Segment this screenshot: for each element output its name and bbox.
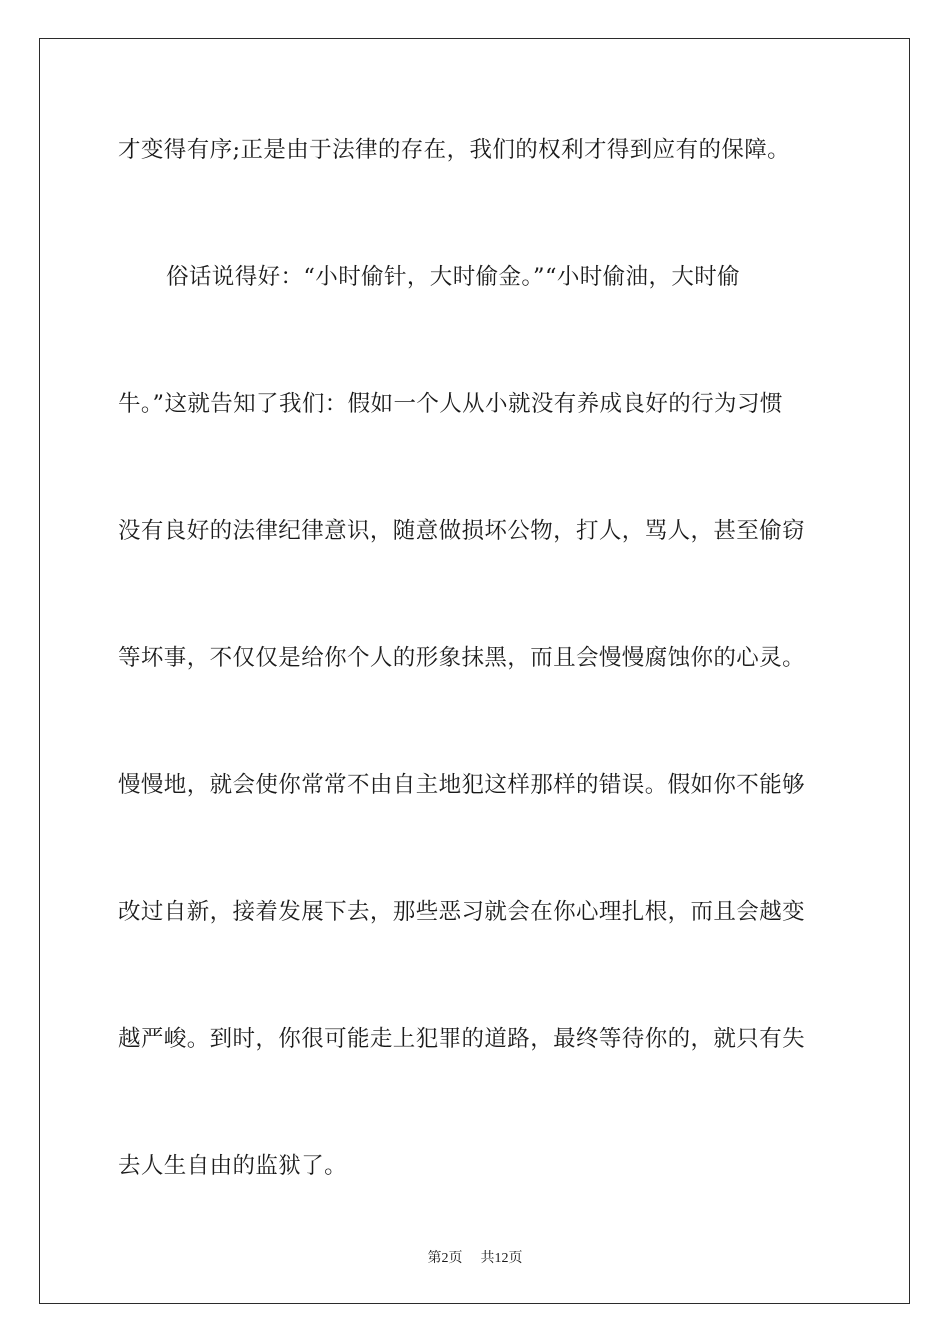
- text-line: 牛。”这就告知了我们：假如一个人从小就没有养成良好的行为习惯: [118, 391, 783, 417]
- page-footer: [0, 1247, 950, 1267]
- text-line: 没有良好的法律纪律意识，随意做损坏公物，打人，骂人，甚至偷窃: [118, 518, 806, 544]
- text-line: 改过自新，接着发展下去，那些恶习就会在你心理扎根，而且会越变: [118, 899, 806, 925]
- document-body: [118, 120, 834, 1263]
- text-line: 越严峻。到时，你很可能走上犯罪的道路，最终等待你的，就只有失: [118, 1026, 806, 1052]
- text-line: 去人生自由的监狱了。: [118, 1153, 348, 1179]
- text-line: 俗话说得好：“小时偷针，大时偷金。”“小时偷油，大时偷: [166, 264, 741, 290]
- text-line: 慢慢地，就会使你常常不由自主地犯这样那样的错误。假如你不能够: [118, 772, 806, 798]
- page-number-current: 第2页: [427, 1251, 463, 1266]
- text-line: 等坏事，不仅仅是给你个人的形象抹黑，而且会慢慢腐蚀你的心灵。: [118, 645, 806, 671]
- page-number-total: 共12页: [480, 1251, 523, 1266]
- text-line: 才变得有序;正是由于法律的存在，我们的权利才得到应有的保障。: [118, 137, 791, 163]
